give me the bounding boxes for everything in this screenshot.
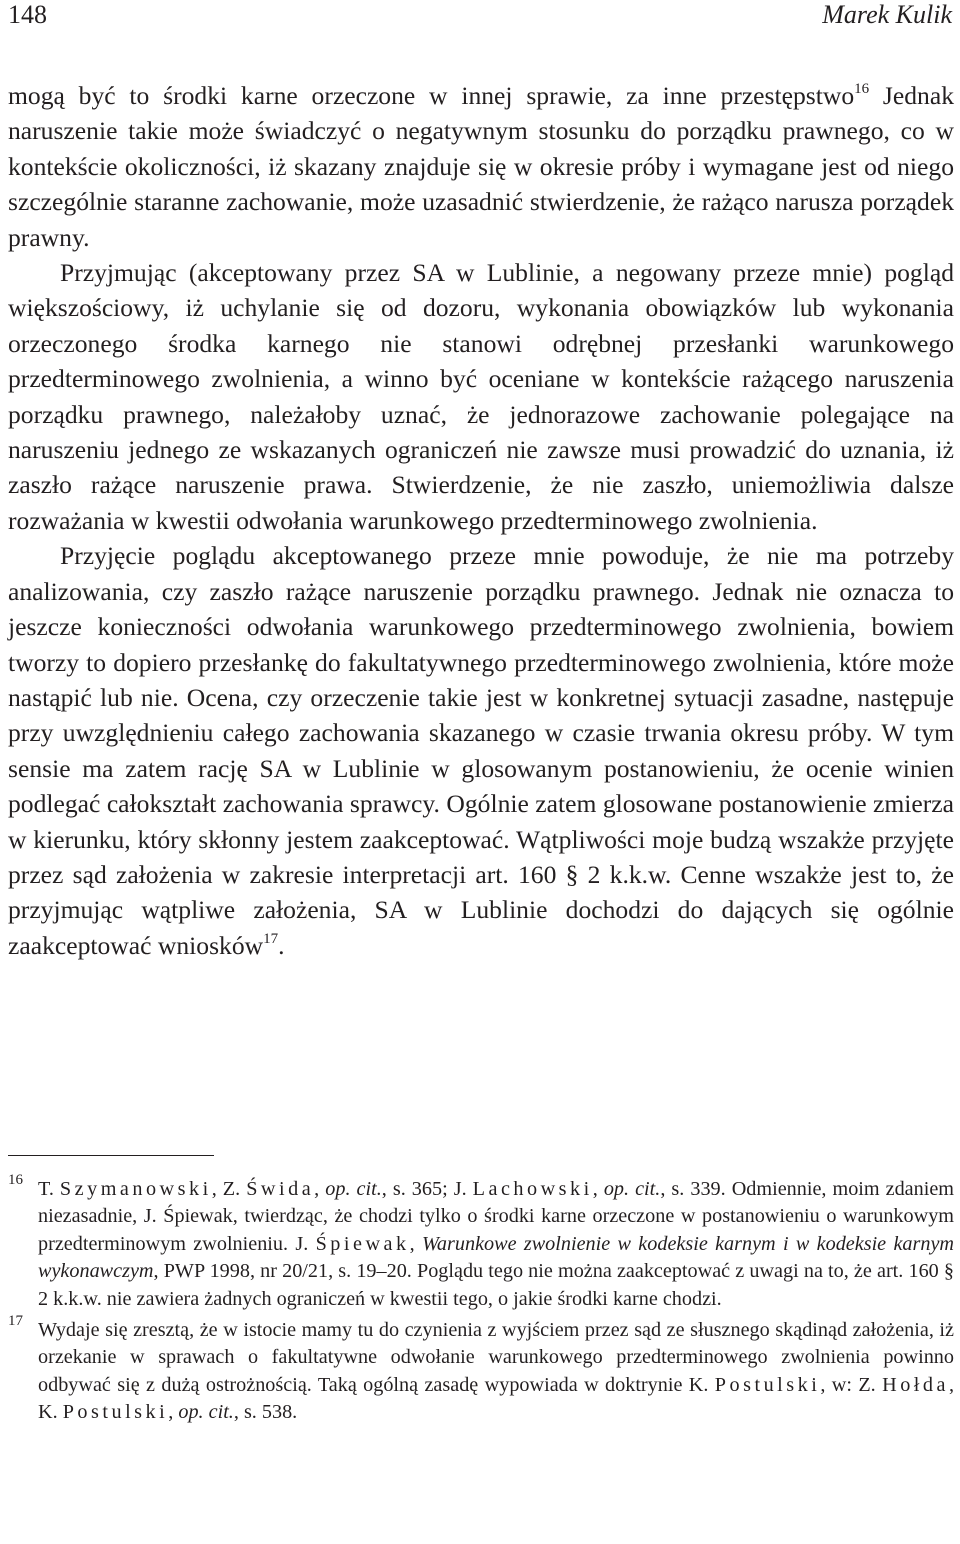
running-header — [8, 0, 952, 30]
footnote-17-text: , w: Z. — [820, 1373, 883, 1396]
footnote-ref-16[interactable]: 16 — [854, 81, 870, 97]
footnote-16-text: , — [314, 1178, 326, 1200]
paragraph-3 — [8, 538, 954, 963]
book-title-italic: Warunkowe zwolnienie w kodeksie karnym i w kodeksie karnym wykonawczym — [38, 1232, 954, 1283]
footnote-17-text: Wydaje się zresztą, że w istocie mamy tu do czynienia z wyjściem przez sąd ze słusznego skądinąd założenia, iż orzekanie w sprawach o fakultatywne odwołanie warunkowego przedterminowego zwolnienia powinno odbywać się z dużą ostrożnością. Taką ogólną zasadę wypowiada w doktrynie K. — [38, 1319, 954, 1396]
footnote-16-text: , s. 365; J. — [381, 1178, 473, 1200]
author-name: Postulski — [714, 1373, 821, 1396]
author-name: Lachowski — [472, 1178, 593, 1200]
author-name: Hołda — [882, 1373, 949, 1396]
footnotes — [8, 1172, 955, 1427]
paragraph-2: Przyjmując (akceptowany przez SA w Lublinie, a negowany przeze mnie) pogląd większościowy, iż uchylanie się od dozoru, wykonania obowiązków lub wykonania orzeczonego środka karnego nie stanowi odrębnej przesłanki warunkowego przedterminowego zwolnienia, a winno być oceniane w kontekście rażącego naruszenia porządku prawnego, należałoby uznać, że jednorazowe zachowanie polegające na naruszeniu jednego ze wskazanych ograniczeń nie zawsze musi prowadzić do uznania, iż zaszło rażące naruszenie prawa. Stwierdzenie, że nie zaszło, uniemożliwia dalsze rozważania w kwestii odwołania warunkowego przedterminowego zwolnienia. — [8, 258, 954, 535]
footnote-separator — [8, 1155, 214, 1156]
main-text — [8, 78, 954, 963]
footnote-17-text: , s. 538. — [233, 1401, 298, 1424]
footnote-ref-17[interactable]: 17 — [263, 930, 279, 947]
footnote-16-text: , s. 339. Odmiennie, moim zdaniem niezasadnie, J. Śpiewak, twierdząc, że chodzi tylko o środki karne orzeczone w postanowieniu o warunkowym przedterminowym zwolnieniu. J. — [38, 1178, 955, 1255]
footnote-16-text: , PWP 1998, nr 20/21, s. 19–20. Poglądu tego nie można zaakceptować z uwagi na to, że art. 160 § 2 k.k.w. nie zawiera żadnych ograniczeń w kwestii tego, o jakie środki karne chodzi. — [38, 1260, 954, 1310]
footnote-16-text: , — [409, 1232, 422, 1255]
footnote-16-text: , Z. — [211, 1178, 247, 1200]
footnote-17 — [8, 1313, 954, 1427]
running-author: Marek Kulik — [822, 0, 952, 29]
page-number: 148 — [8, 0, 47, 29]
paragraph-1-text: mogą być to środki karne orzeczone w innej sprawie, za inne przestępstwo — [8, 81, 855, 110]
author-name: Postulski — [62, 1401, 169, 1424]
footnote-mark-16: 16 — [8, 1172, 23, 1188]
paragraph-3-text: Przyjęcie poglądu akceptowanego przeze mnie powoduje, że nie ma potrzeby analizowania, czy zaszło rażące naruszenie porządku prawnego. Jednak nie oznacza to jeszcze konieczności odwołania warunkowego przedterminowego zwolnienia, bowiem tworzy to dopiero przesłankę do fakultatywnego przedterminowego zwolnienia, które może nastąpić lub nie. Ocena, czy orzeczenie takie jest w konkretnej sytuacji zasadne, następuje przy uwzględnieniu całego zachowania skazanego w czasie trwania okresu próby. W tym sensie ma zatem rację SA w Lublinie w glosowanym postanowieniu, że ocenie winien podlegać całokształt zachowania sprawcy. Ogólnie zatem glosowane postanowienie zmierza w kierunku, który skłonny jestem zaakceptować. Wątpliwości moje budzą wszakże przyjęte przez sąd założenia w zakresie interpretacji art. 160 § 2 k.k.w. Cenne wszakże jest to, że przyjmując wątpliwe założenia, SA w Lublinie dochodzi do dających się ogólnie zaakceptować wniosków — [8, 541, 954, 960]
author-name: Świda — [246, 1178, 315, 1200]
author-name: Śpiewak — [315, 1232, 410, 1255]
citation-italic: op. cit. — [325, 1178, 382, 1200]
footnote-17-text: , K. — [38, 1373, 954, 1424]
paragraph-3-tail: . — [278, 930, 285, 960]
paragraph-1-text-cont: Jednak naruszenie takie może świadczyć o negatywnym stosunku do porządku prawnego, co w kontekście okoliczności, iż skazany znajduje się w okresie próby i wymagane jest od niego szczególnie staranne zachowanie, może uzasadnić stwierdzenie, że rażąco narusza porządek prawny. — [8, 81, 954, 252]
citation-italic: op. cit. — [178, 1401, 234, 1424]
footnote-16-text: , — [592, 1178, 604, 1200]
footnote-17-text: , — [168, 1401, 179, 1424]
footnote-16-text: T. — [38, 1178, 60, 1200]
paragraph-1 — [8, 78, 954, 255]
author-name: Szymanowski — [59, 1178, 212, 1200]
citation-italic: op. cit. — [603, 1178, 661, 1200]
footnote-16 — [8, 1172, 955, 1313]
footnote-mark-17: 17 — [8, 1313, 23, 1330]
